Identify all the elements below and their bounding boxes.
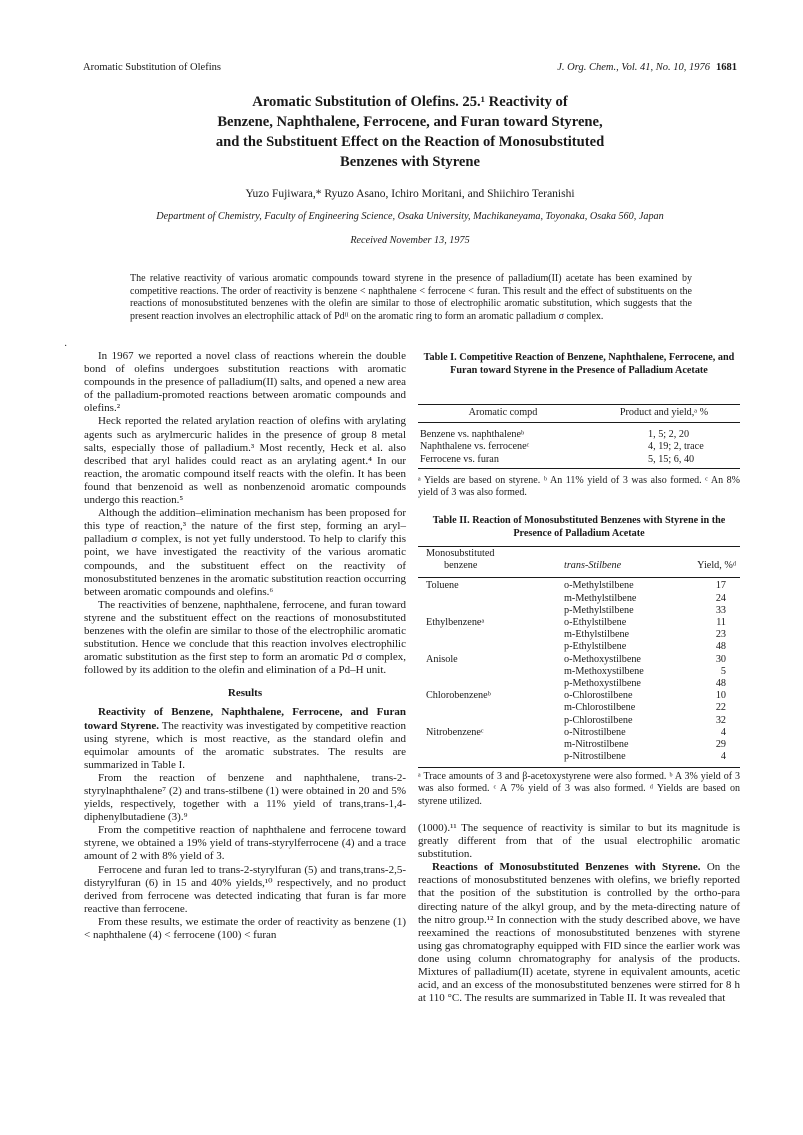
- table-cell: 1, 5; 2, 20: [648, 429, 690, 441]
- table-cell: o-Methoxystilbene: [564, 653, 641, 665]
- table-cell: o-Chlorostilbene: [564, 690, 633, 702]
- table-row: [418, 629, 740, 641]
- authors: Yuzo Fujiwara,* Ryuzo Asano, Ichiro Moritani, and Shiichiro Teranishi: [245, 188, 575, 200]
- table-cell: [418, 641, 556, 653]
- table-cell: 5: [720, 665, 726, 677]
- table-cell: m-Methylstilbene: [564, 592, 637, 604]
- table-row: [418, 580, 740, 592]
- table1-footnote: ᵃ Yields are based on styrene. ᵇ An 11% yield of 3 was also formed. ᶜ An 8% yield of 3 was also formed.: [418, 475, 740, 499]
- journal-name: J. Org. Chem., Vol. 41, No. 10, 1976: [557, 62, 710, 73]
- table-cell: Nitrobenzeneᶜ: [426, 726, 484, 738]
- table-cell: 5, 15; 6, 40: [648, 453, 695, 465]
- table-cell: 30: [715, 653, 726, 665]
- run-in-heading: Reactivity of Benzene, Naphthalene, Ferrocene, and Furan toward Styrene.: [84, 706, 406, 732]
- table-cell: 22: [715, 702, 726, 714]
- table-cell: Ferrocene vs. furan: [420, 453, 499, 465]
- table-row: [418, 641, 740, 653]
- table-cell: 29: [715, 739, 726, 751]
- paragraph: Heck reported the related arylation reaction of olefins with arylating agents such as arylmercuric halides in the presence of group 8 metal salts, especially those of palladium.³ Most recently, Heck et al. also described that aryl halides could react as an arylating agent.⁴ In our reaction, the aromatic compound itself reacts with the olefin. It has been found that benzenoid as well as nonbenzenoid aromatic compounds undergo this reaction.⁵: [84, 415, 406, 507]
- table-cell: 11: [716, 617, 726, 629]
- table-cell: 17: [715, 580, 726, 592]
- table-cell: 48: [715, 641, 726, 653]
- table-cell: p-Nitrostilbene: [564, 751, 626, 763]
- table-row: [418, 751, 740, 763]
- affiliation: Department of Chemistry, Faculty of Engineering Science, Osaka University, Machikaneyama, Toyonaka, Osaka 560, Japan: [156, 211, 664, 222]
- table-cell: 23: [715, 629, 726, 641]
- paragraph-text: On the reactions of monosubstituted benzenes with olefins, we briefly reported that the position of the substitution is controlled by the ortho-para directing nature of the alkyl group, and by the meta-directing nature of the nitro group.¹² In connection with the study described above, we have reexamined the reactions of monosubstituted benzenes with styrene using gas chromatography equipped with FID since the earlier work was done using column chromatography for analysis of the products. Mixtures of palladium(II) acetate, styrene in equivalent amounts, acetic acid, and an excess of the monosubstituted benzenes were stirred for 8 h at 110 °C. The results are summarized in Table II. It was revealed that: [418, 861, 740, 1005]
- table1: [418, 404, 740, 466]
- table-cell: o-Methylstilbene: [564, 580, 634, 592]
- table-row: [418, 702, 740, 714]
- table-cell: Ethylbenzeneᵃ: [426, 617, 485, 629]
- table-cell: 4: [720, 751, 726, 763]
- table-cell: 32: [715, 714, 726, 726]
- table2-body: [418, 580, 740, 763]
- table-cell: [418, 605, 556, 617]
- table-cell: Toluene: [426, 580, 459, 592]
- paragraph: [418, 861, 740, 1005]
- paragraph: Although the addition–elimination mechanism has been proposed for this type of reaction,³ the nature of the first step, forming an aryl–palladium σ complex, is not yet fully understood. To help to clarify this point, we have investigated the reactivity of the various aromatic compounds, and the substituent effect on the reactivity of monosubstituted benzenes in the aromatic substitution reaction occurring between aromatic compounds and olefins.⁶: [84, 507, 406, 598]
- table-cell: Anisole: [426, 653, 458, 665]
- table-rule: [418, 404, 740, 405]
- paragraph: In 1967 we reported a novel class of reactions wherein the double bond of olefins undergoes substitution reactions with aromatic compounds in the presence of palladium(II) salts, and opened a new area of the palladium-promoted reactions between aromatic compounds and olefins.²: [84, 350, 406, 415]
- left-column: [84, 350, 406, 942]
- table-cell: [418, 702, 556, 714]
- table-cell: m-Nitrostilbene: [564, 739, 629, 751]
- received-date: Received November 13, 1975: [350, 235, 470, 246]
- table-row: [418, 690, 740, 702]
- table-cell: p-Methoxystilbene: [564, 678, 641, 690]
- table-column-header: Aromatic compd: [468, 407, 538, 418]
- table-cell: m-Methoxystilbene: [564, 665, 644, 677]
- table-rule: [418, 468, 740, 469]
- table-row: [418, 617, 740, 629]
- margin-mark: ·: [64, 341, 68, 352]
- paragraph: [84, 706, 406, 771]
- paragraph-text: The reactivity was investigated by competitive reaction using styrene, which is most reactive, as the standard olefin and equimolar amounts of the aromatic substrates. The results are summarized in Table I.: [84, 719, 406, 771]
- table2-grid: [418, 546, 740, 763]
- abstract: The relative reactivity of various aromatic compounds toward styrene in the presence of palladium(II) acetate has been examined by competitive reactions. The order of reactivity is benzene < naphthalene < ferrocene < furan. This result and the effect of substituents on the reactions of monosubstituted benzenes with the olefin are similar to those of electrophilic aromatic substitution, which suggests that the present reaction involves an electrophilic attack of Pdᴵᴵ on the aromatic ring to form an aromatic palladium σ complex.: [130, 273, 692, 322]
- table-row: [418, 727, 740, 739]
- title-line: Benzene, Naphthalene, Ferrocene, and Furan toward Styrene,: [217, 114, 603, 130]
- table-column-header: [418, 546, 556, 574]
- table2: [418, 546, 740, 763]
- table-rule: [418, 577, 740, 578]
- table-row: [418, 654, 740, 666]
- table-rule: [418, 767, 740, 768]
- paragraph: From the reaction of benzene and naphthalene, trans-2-styrylnaphthalene⁷ (2) and trans-stilbene (1) were obtained in 20 and 5% yields, respectively, together with a 11% yield of trans,trans-1,4-diphenylbutadiene (3).⁹: [84, 771, 406, 824]
- table-cell: m-Ethylstilbene: [564, 629, 630, 641]
- paragraph: The reactivities of benzene, naphthalene, ferrocene, and furan toward styrene and the substituent effect on the reactions of monosubstituted benzenes with the olefin are similar to those of the electrophilic aromatic substitution. Hence we conclude that this reaction involves electrophilic aromatic substitution as the first step to form an aromatic Pd σ complex, followed by its addition to the olefin and elimination of a Pd–H unit.: [84, 598, 406, 677]
- table2-footnote: ᵃ Trace amounts of 3 and β-acetoxystyrene were also formed. ᵇ A 3% yield of 3 was also formed. ᶜ A 7% yield of 3 was also formed. ᵈ Yields are based on styrene utilized.: [418, 771, 740, 807]
- paragraph: From the competitive reaction of naphthalene and ferrocene toward styrene, we obtained a 19% yield of trans-styrylferrocene (4) and a trace amount of 2 with 8% yield of 3.: [84, 824, 406, 863]
- paragraph: Ferrocene and furan led to trans-2-styrylfuran (5) and trans,trans-2,5-distyrylfuran (6) in 15 and 40% yields,¹⁰ respectively, and no product derived from ferrocene was detected indicating that furan is far more reactive than ferrocene.: [84, 863, 406, 915]
- table-row: [418, 441, 740, 453]
- table1-caption: Table I. Competitive Reaction of Benzene, Naphthalene, Ferrocene, and Furan toward Styrene in the Presence of Palladium Acetate: [423, 352, 735, 376]
- table-header-row: [418, 546, 740, 574]
- table-cell: [418, 739, 556, 751]
- table-cell: Naphthalene vs. ferroceneᶜ: [420, 441, 530, 453]
- table-row: [418, 593, 740, 605]
- table-cell: p-Chlorostilbene: [564, 714, 633, 726]
- title-line: Aromatic Substitution of Olefins. 25.¹ Reactivity of: [252, 94, 568, 110]
- table-row: [418, 739, 740, 751]
- table-cell: 4: [720, 726, 726, 738]
- table-header-row: [418, 404, 740, 421]
- table-cell: Chlorobenzeneᵇ: [426, 690, 491, 702]
- table-cell: [418, 629, 556, 641]
- table-cell: [418, 715, 556, 727]
- table-cell: m-Chlorostilbene: [564, 702, 636, 714]
- table-cell: 33: [715, 604, 726, 616]
- table-row: [418, 666, 740, 678]
- running-title: Aromatic Substitution of Olefins: [83, 62, 221, 73]
- table-cell: o-Ethylstilbene: [564, 617, 627, 629]
- table-row: [418, 715, 740, 727]
- table-rule: [418, 546, 740, 547]
- title-line: Benzenes with Styrene: [340, 154, 480, 170]
- paragraph: From these results, we estimate the order of reactivity as benzene (1) < naphthalene (4) < ferrocene (100) < furan: [84, 915, 406, 942]
- article-title: [120, 92, 700, 172]
- table-row: [418, 454, 740, 466]
- table-cell: p-Ethylstilbene: [564, 641, 627, 653]
- table-cell: [418, 593, 556, 605]
- table-cell: Benzene vs. naphthaleneᵇ: [420, 429, 525, 441]
- table-column-header: Product and yield,ᵃ %: [619, 407, 709, 418]
- table-column-header: Yield, %ᵈ: [697, 560, 736, 572]
- title-line: and the Substituent Effect on the Reaction of Monosubstituted: [215, 134, 605, 150]
- run-in-heading: Reactions of Monosubstituted Benzenes with Styrene.: [432, 861, 701, 874]
- table1-grid: [418, 404, 740, 466]
- header-line: benzene: [444, 560, 478, 572]
- table-cell: [418, 678, 556, 690]
- table2-caption: Table II. Reaction of Monosubstituted Benzenes with Styrene in the Presence of Palladium Acetate: [432, 515, 726, 539]
- table-cell: [418, 751, 556, 763]
- page-number: 1681: [716, 62, 737, 73]
- table-cell: o-Nitrostilbene: [564, 726, 626, 738]
- table-cell: 24: [715, 592, 726, 604]
- table-cell: [418, 666, 556, 678]
- table-cell: 48: [715, 678, 726, 690]
- table-row: [418, 678, 740, 690]
- table-cell: 10: [715, 690, 726, 702]
- header-line: Monosubstituted: [426, 548, 495, 559]
- table-cell: 4, 19; 2, trace: [648, 441, 704, 453]
- table-cell: p-Methylstilbene: [564, 604, 634, 616]
- section-heading-results: Results: [227, 687, 263, 700]
- table-row: [418, 429, 740, 441]
- table-row: [418, 605, 740, 617]
- table-column-header: trans-Stilbene: [564, 560, 622, 572]
- right-column: [418, 822, 740, 1005]
- table-rule: [418, 422, 740, 423]
- journal-citation: [557, 62, 737, 73]
- paragraph: (1000).¹¹ The sequence of reactivity is similar to but its magnitude is greatly different from that of the usual electrophilic aromatic substitution.: [418, 822, 740, 861]
